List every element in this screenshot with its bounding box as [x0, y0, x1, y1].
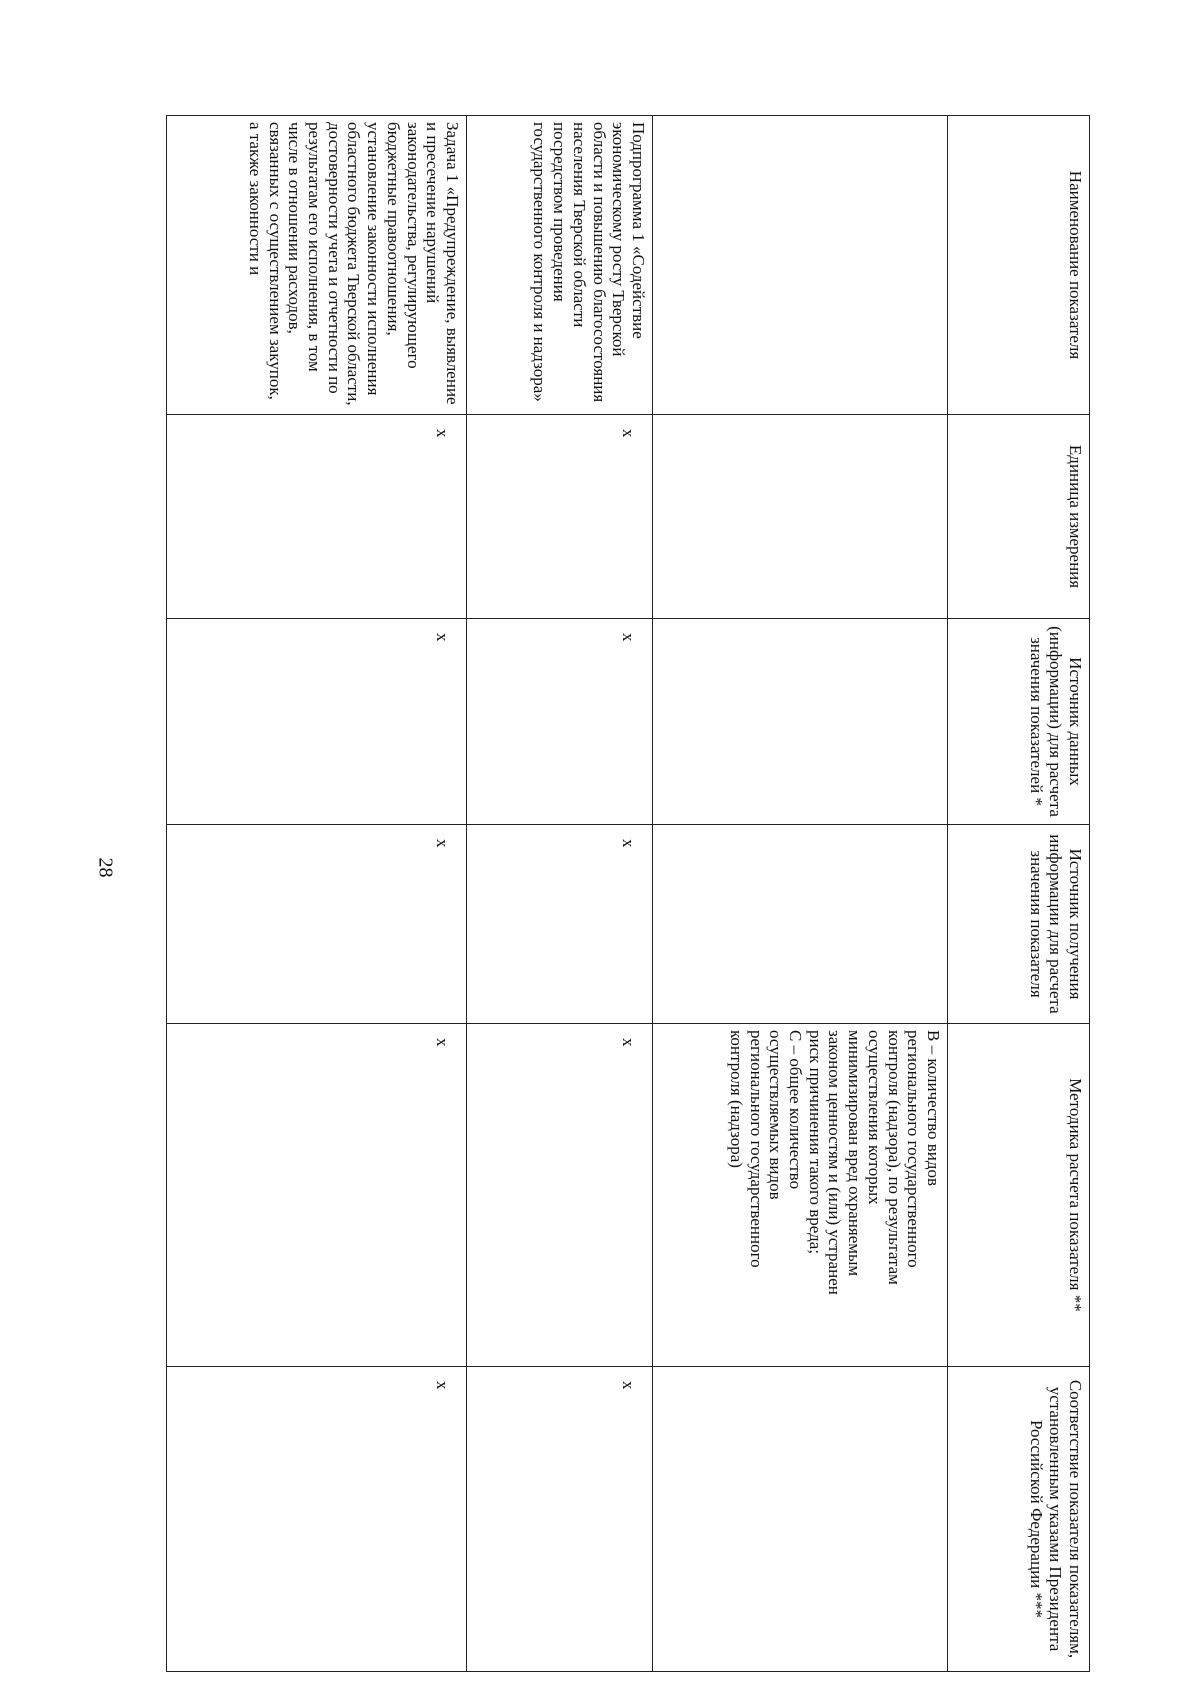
- cell-subprogram-info-source: х: [467, 825, 653, 1024]
- cell-task-methodology: х: [167, 1024, 467, 1367]
- methodology-line: регионального государственного: [904, 1030, 924, 1268]
- cell-subprogram-methodology: х: [467, 1024, 653, 1367]
- methodology-line: осуществления которых: [864, 1030, 884, 1205]
- methodology-line: контроля (надзора), по результатам: [884, 1030, 904, 1285]
- table-row-formula-continuation: [653, 116, 948, 1672]
- methodology-line: риск причинения такого вреда;: [805, 1030, 825, 1255]
- methodology-line: осуществляемых видов: [766, 1030, 786, 1200]
- cell-task-info-source: х: [167, 825, 467, 1024]
- cell-subprogram-name: Подпрограмма 1 «Содействие экономическому росту Тверской области и повышению благосостояния населения Тверской области посредством проведения государственного контроля и надзора»: [467, 116, 653, 415]
- methodology-line: С – общее количество: [785, 1030, 805, 1190]
- methodology-line: законом ценностям и (или) устранен: [825, 1030, 845, 1295]
- methodology-line: минимизирован вред охраняемым: [845, 1030, 865, 1277]
- header-compliance: Соответствие показателя показателям, установленным указами Президента Российской Федерации ***: [948, 1367, 1090, 1672]
- cell-methodology-text: [653, 1024, 948, 1367]
- table-row-subprogram: [467, 116, 653, 1672]
- indicator-table: [166, 115, 1090, 1672]
- cell-task-compliance: х: [167, 1367, 467, 1672]
- cell-task-data-source: х: [167, 619, 467, 825]
- header-methodology: Методика расчета показателя **: [948, 1024, 1090, 1367]
- cell-empty: [653, 415, 948, 619]
- header-unit: Единица измерения: [948, 415, 1090, 619]
- cell-empty: [653, 116, 948, 415]
- header-info-source: Источник получения информации для расчета значения показателя: [948, 825, 1090, 1024]
- cell-empty: [653, 1367, 948, 1672]
- cell-empty: [653, 825, 948, 1024]
- methodology-line: В – количество видов: [924, 1030, 943, 1187]
- cell-subprogram-compliance: х: [467, 1367, 653, 1672]
- table-header-row: [948, 116, 1090, 1672]
- indicator-table-container: [167, 115, 1090, 1671]
- cell-subprogram-unit: х: [467, 415, 653, 619]
- cell-empty: [653, 619, 948, 825]
- methodology-line: регионального государственного: [746, 1030, 766, 1268]
- methodology-line: контроля (надзора): [726, 1030, 746, 1168]
- cell-subprogram-data-source: х: [467, 619, 653, 825]
- page-number: [93, 852, 117, 882]
- page-number-text: 28: [94, 857, 117, 877]
- header-data-source: Источник данных (информации) для расчета значения показателей *: [948, 619, 1090, 825]
- header-indicator-name: Наименование показателя: [948, 116, 1090, 415]
- cell-task-unit: х: [167, 415, 467, 619]
- cell-task-name: Задача 1 «Предупреждение, выявление и пресечение нарушений законодательства, регулирующего бюджетные правоотношения, установление законности исполнения областного бюджета Тверской области, достоверности учета и отчетности по результатам его исполнения, в том числе в отношении расходов, связанных с осуществлением закупок, а также законности и: [167, 116, 467, 415]
- table-row-task: [167, 116, 467, 1672]
